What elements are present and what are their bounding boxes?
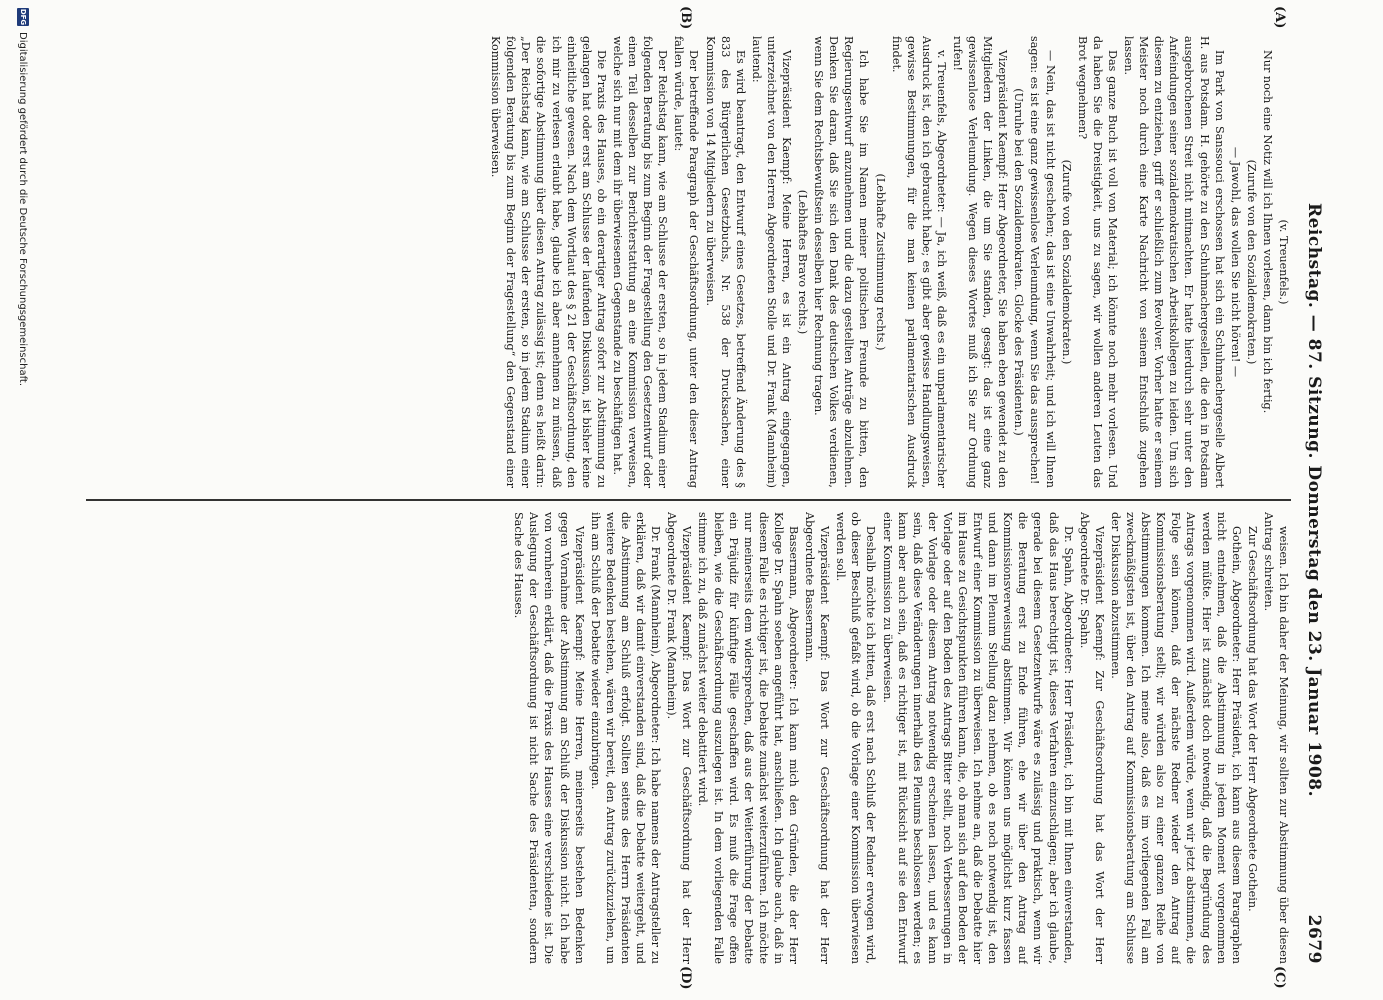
left-column-paragraph: (Lebhafte Zustimmung rechts.) xyxy=(873,173,887,351)
left-column-paragraph: Es wird beantragt, den Entwurf eines Gesetzes, betreffend Änderung des § 833 des Bürgerlichen Gesetzbuchs, Nr. 538 der Drucksachen, einer Kommission von 14 Mitgliedern zu überweisen. xyxy=(703,36,747,488)
right-column-paragraph: Dr. Frank (Mannheim), Abgeordneter: Ich habe namens der Antragsteller zu erklären, daß wir damit einverstanden sind, daß die Debatte weitergeht, und die Abstimmung am Schluß erfolgt. Sollten seitens des Herrn Präsidenten weitere Bedenken bestehen, wären wir bereit, den Antrag zurückzuziehen, um ihn am Schluß der Debatte wieder einzubringen. xyxy=(588,512,663,964)
left-column-paragraph: (v. Treuenfels.) xyxy=(1277,219,1290,305)
left-column-paragraph: Das ganze Buch ist voll von Material; ich könnte noch mehr vorlesen. Und da haben Sie die Dreistigkeit, uns zu sagen, wir wollen anderen Leuten das Brot wegnehmen? xyxy=(1075,36,1119,488)
margin-letter-a: (A) xyxy=(1272,6,1287,29)
margin-letter-b: (B) xyxy=(678,6,693,30)
right-column-paragraph: Gothein, Abgeordneter: Herr Präsident, ich kann aus diesem Paragraphen nicht entnehmen, daß die Abstimmung in jedem Moment vorgenommen werden müßte. Hier ist zunächst doch notwendig, daß die Begründung des Antrags vorgenommen wird. Außerdem würde, wenn wir jetzt abstimmen, die Folge sein können, daß der nächste Redner wieder den Antrag auf Kommissionsberatung stellt; wir würden also zu einer ganzen Reihe von Abstimmungen kommen. Ich meine also, daß es im vorliegenden Fall am zweckmäßigsten ist, über den Antrag auf Kommissionsberatung am Schlusse der Diskussion abzustimmen. xyxy=(1108,512,1243,964)
right-column-paragraph: Vizepräsident Kaempf: Das Wort zur Geschäftsordnung hat der Herr Abgeordnete Dr. Frank (Mannheim). xyxy=(665,512,694,964)
left-column-paragraph: — Jawohl, das wollen Sie nicht hören! — xyxy=(1228,146,1242,378)
left-column-paragraph: Der betreffende Paragraph der Geschäftsordnung, unter den dieser Antrag fallen würde, lautet: xyxy=(672,36,701,488)
left-column-paragraph: (Unruhe bei den Sozialdemokraten. Glocke des Präsidenten.) xyxy=(1012,88,1026,436)
margin-letter-c: (C) xyxy=(1272,966,1287,989)
right-column-paragraph: weisen. Ich bin daher der Meinung, wir sollten zur Abstimmung über diesen Antrag schreiten. xyxy=(1261,512,1290,964)
digitization-credit: Digitalisierung gefördert durch die Deutsche Forschungsgemeinschaft. xyxy=(17,32,29,387)
right-column-paragraph: Zur Geschäftsordnung hat das Wort der Herr Abgeordnete Gothein. xyxy=(1245,526,1259,912)
left-column-paragraph: Im Park von Sanssouci erschossen hat sich ein Schuhmachergeselle Albert H. aus Potsdam. H. gehörte zu den Schuhmachergesellen, die den in Potsdam ausgebrochenen Streit nicht mitmachten. Er hatte hierdurch sehr unter den Anfeindungen seiner sozialdemokratischen Arbeitskollegen zu leiden. Um sich diesem zu entziehen, griff er schließlich zum Revolver. Vorher hatte er seinem Meister noch durch eine Karte Nachricht von seinem Entschluß zugehen lassen. xyxy=(1122,36,1226,488)
right-column xyxy=(86,512,1291,964)
left-column-paragraph: (Lebhaftes Bravo rechts.) xyxy=(796,189,810,335)
left-column-paragraph: Vizepräsident Kaempf: Meine Herren, es ist ein Antrag eingegangen, unterzeichnet von den Herren Abgeordneten Stolle und Dr. Frank (Mannheim) lautend: xyxy=(749,36,793,488)
left-column-paragraph: Der Reichstag kann, wie am Schlusse der ersten, so in jedem Stadium einer folgenden Beratung bis zum Beginn der Fragestellung den Gesetzentwurf oder einen Teil desselben zur Berichterstattung an eine Kommission verweisen, welche sich nur mit dem ihr überwiesenen Gegenstande zu beschäftigen hat. xyxy=(610,36,670,488)
left-column-paragraph: Nur noch eine Notiz will ich Ihnen vorlesen, dann bin ich fertig. xyxy=(1260,50,1274,414)
left-column-paragraph: v. Treuenfels, Abgeordneter: — Ja, ich weiß, daß es ein unparlamentarischer Ausdruck ist, den ich gebraucht habe; es gibt aber gewisse Handlungsweisen, gewisse Bestimmungen, für die man keinen parlamentarischen Ausdruck findet. xyxy=(889,36,948,488)
right-column-paragraph: Vizepräsident Kaempf: Zur Geschäftsordnung hat das Wort der Herr Abgeordnete Dr. Spahn. xyxy=(1077,512,1106,964)
left-column-paragraph: Die Praxis des Hauses, ob ein derartiger Antrag sofort zur Abstimmung zu gelangen hat oder erst am Schlusse der laufenden Diskussion, ist bisher keine einheitliche gewesen. Nach dem Wortlaut des § 21 der Geschäftsordnung, den ich mir zu verlesen erlaubt habe, glaube ich aber annehmen zu müssen, daß die sofortige Abstimmung über diesen Antrag zulässig ist; denn es heißt darin: „Der Reichstag kann, wie am Schlusse der ersten, so in jedem Stadium einer folgenden Beratung bis zum Beginn der Fragestellung“ den Gegenstand einer Kommission überweisen. xyxy=(489,36,608,488)
right-column-paragraph: Dr. Spahn, Abgeordneter: Herr Präsident, ich bin mit Ihnen einverstanden, daß das Haus berechtigt ist, dieses Verfahren einzuschlagen; aber ich glaube, gerade bei diesem Gesetzentwurfe wäre es zulässig und praktisch, wenn wir die Beratung erst zu Ende führen, ehe wir über den Antrag auf Kommissionsverweisung abstimmen. Wir können uns möglichst kurz fassen und dann im Plenum Stellung dazu nehmen, ob es noch notwendig ist, den Entwurf einer Kommission zu überweisen. Ich nehme an, daß die Debatte hier im Hause zu Gesichtspunkten führen kann, die, ob man sich auf den Boden der Vorlage oder auf den Boden des Antrags Bitter stellt, noch Verbesserungen in der Vorlage oder diesem Antrag notwendig erscheinen lassen, und es kann sein, daß diese Veränderungen innerhalb des Plenums beschlossen werden; es kann aber auch sein, daß es richtiger ist, mit Rücksicht auf sie den Entwurf einer Kommission zu überweisen. xyxy=(880,512,1075,964)
column-divider xyxy=(86,499,1291,501)
right-column-paragraph: Vizepräsident Kaempf: Meine Herren, meinerseits bestehen Bedenken gegen Vornahme der Abstimmung am Schluß der Diskussion nicht. Ich habe von vornherein erklärt, daß die Praxis des Hauses eine verschiedene ist. Die Auslegung der Geschäftsordnung ist nicht Sache des Präsidenten, sondern Sache des Hauses. xyxy=(512,512,586,964)
left-column-paragraph: (Zurufe von den Sozialdemokraten.) xyxy=(1059,159,1073,365)
page-header xyxy=(1299,36,1329,964)
text-columns xyxy=(86,36,1291,964)
left-column xyxy=(86,36,1291,488)
right-column-paragraph: Deshalb möchte ich bitten, daß erst nach Schluß der Redner erwogen wird, ob dieser Beschluß gefaßt wird, ob die Vorlage einer Kommission überwiesen werden soll. xyxy=(834,512,878,964)
page-footer xyxy=(13,0,33,1000)
page-number: 2679 xyxy=(1304,914,1324,964)
right-column-paragraph: Vizepräsident Kaempf: Das Wort zur Geschäftsordnung hat der Herr Abgeordnete Bassermann. xyxy=(803,512,832,964)
dfg-logo: DFG xyxy=(19,8,27,26)
left-column-paragraph: Ich habe Sie im Namen meiner politischen Freunde zu bitten, den Regierungsentwurf anzunehmen und die dazu gestellten Anträge abzulehnen. Denken Sie daran, daß Sie sich den Dank des deutschen Volkes verdienen, wenn Sie dem Rechtsbewußtsein desselben hier Rechnung tragen. xyxy=(812,36,871,488)
page-title: Reichstag. — 87. Sitzung. Donnerstag den 23. Januar 1908. xyxy=(1304,202,1324,798)
left-column-paragraph: — Nein, das ist nicht geschehen; das ist eine Unwahrheit; und ich will Ihnen sagen: es ist eine ganz gewissenlose Verleumdung, wenn Sie das aussprechen! xyxy=(1028,36,1057,488)
left-column-paragraph: (Zurufe von den Sozialdemokraten.) xyxy=(1244,159,1258,365)
right-column-paragraph: Bassermann, Abgeordneter: Ich kann mich den Gründen, die der Herr Kollege Dr. Spahn soeben angeführt hat, anschließen. Ich glaube auch, daß in diesem Falle es richtiger ist, die Debatte zunächst weiterzuführen. Ich möchte nur meinerseits dem widersprechen, daß aus der Weiterführung der Debatte ein Präjudiz für künftige Fälle geschaffen wird. Es muß die Frage offen bleiben, wie die Geschäftsordnung auszulegen ist. In dem vorliegenden Falle stimme ich zu, daß zunächst weiter debattiert wird. xyxy=(696,512,800,964)
left-column-paragraph: Vizepräsident Kaempf: Herr Abgeordneter, Sie haben eben gewendet zu den Mitgliedern der Linken, die um Sie standen, gesagt: das ist eine ganz gewissenlose Verleumdung. Wegen dieses Wortes muß ich Sie zur Ordnung rufen! xyxy=(951,36,1010,488)
margin-letter-d: (D) xyxy=(678,966,693,990)
